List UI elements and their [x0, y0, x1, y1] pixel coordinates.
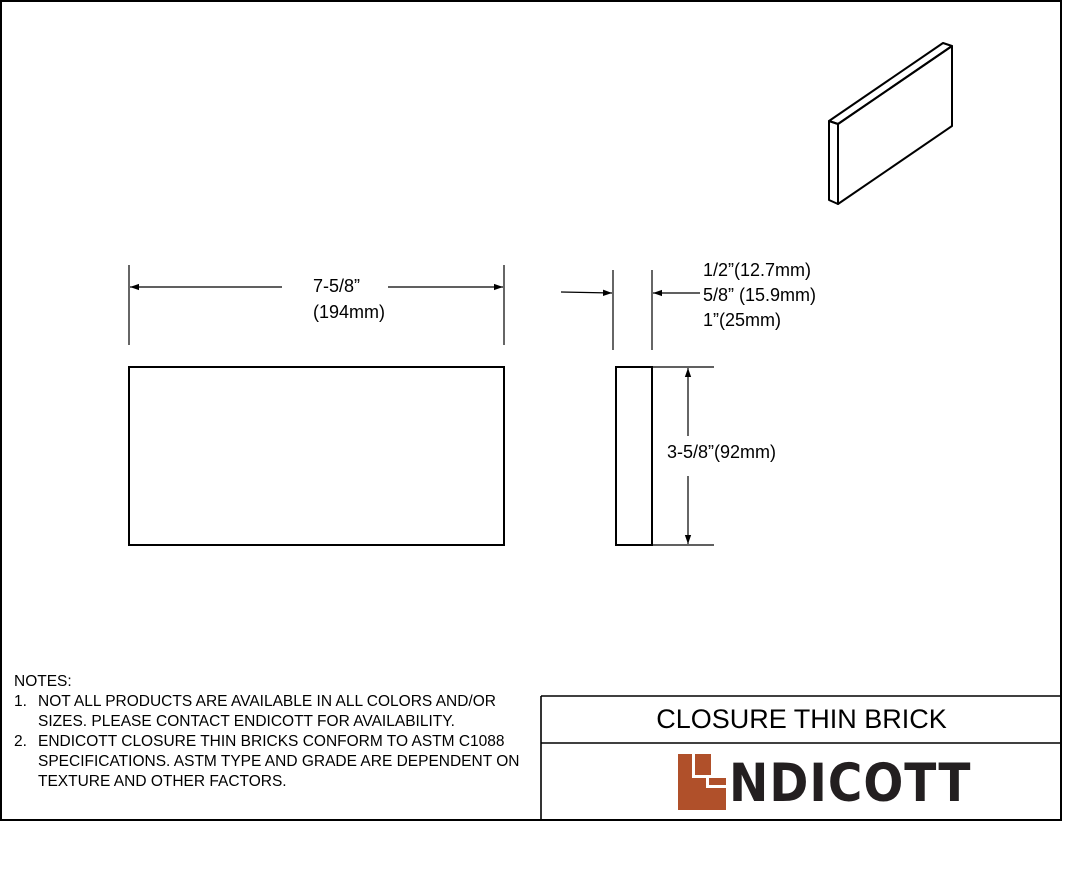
brick-face-view: [129, 367, 504, 545]
height-dimension-label: 3-5/8”(92mm): [667, 442, 777, 462]
note-item: [14, 692, 534, 732]
brick-side-view: [616, 367, 652, 545]
thickness-label-1: 1/2”(12.7mm): [703, 260, 812, 280]
notes-section: [14, 672, 534, 792]
isometric-brick: [829, 43, 952, 204]
thickness-label-2: 5/8” (15.9mm): [703, 285, 817, 305]
note-number: 2.: [14, 733, 27, 750]
thickness-label-3: 1”(25mm): [703, 310, 782, 330]
note-item: [14, 732, 534, 792]
note-text: ENDICOTT CLOSURE THIN BRICKS CONFORM TO ASTM C1088 SPECIFICATIONS. ASTM TYPE AND GRADE ARE DEPENDENT ON TEXTURE AND OTHER FACTORS.: [38, 733, 520, 790]
length-dimension-mm: (194mm): [313, 302, 386, 322]
thickness-dimension: [561, 270, 700, 350]
note-number: 1.: [14, 693, 27, 710]
notes-heading: NOTES:: [14, 673, 72, 690]
endicott-logo: [678, 752, 972, 815]
logo-wordmark: NDICOTT: [729, 752, 972, 815]
brick-e-logo-icon: [678, 754, 726, 810]
note-text: NOT ALL PRODUCTS ARE AVAILABLE IN ALL COLORS AND/OR SIZES. PLEASE CONTACT ENDICOTT FOR AVAILABILITY.: [38, 693, 496, 730]
length-dimension-in: 7-5/8”: [313, 276, 361, 296]
drawing-title: CLOSURE THIN BRICK: [656, 703, 947, 734]
